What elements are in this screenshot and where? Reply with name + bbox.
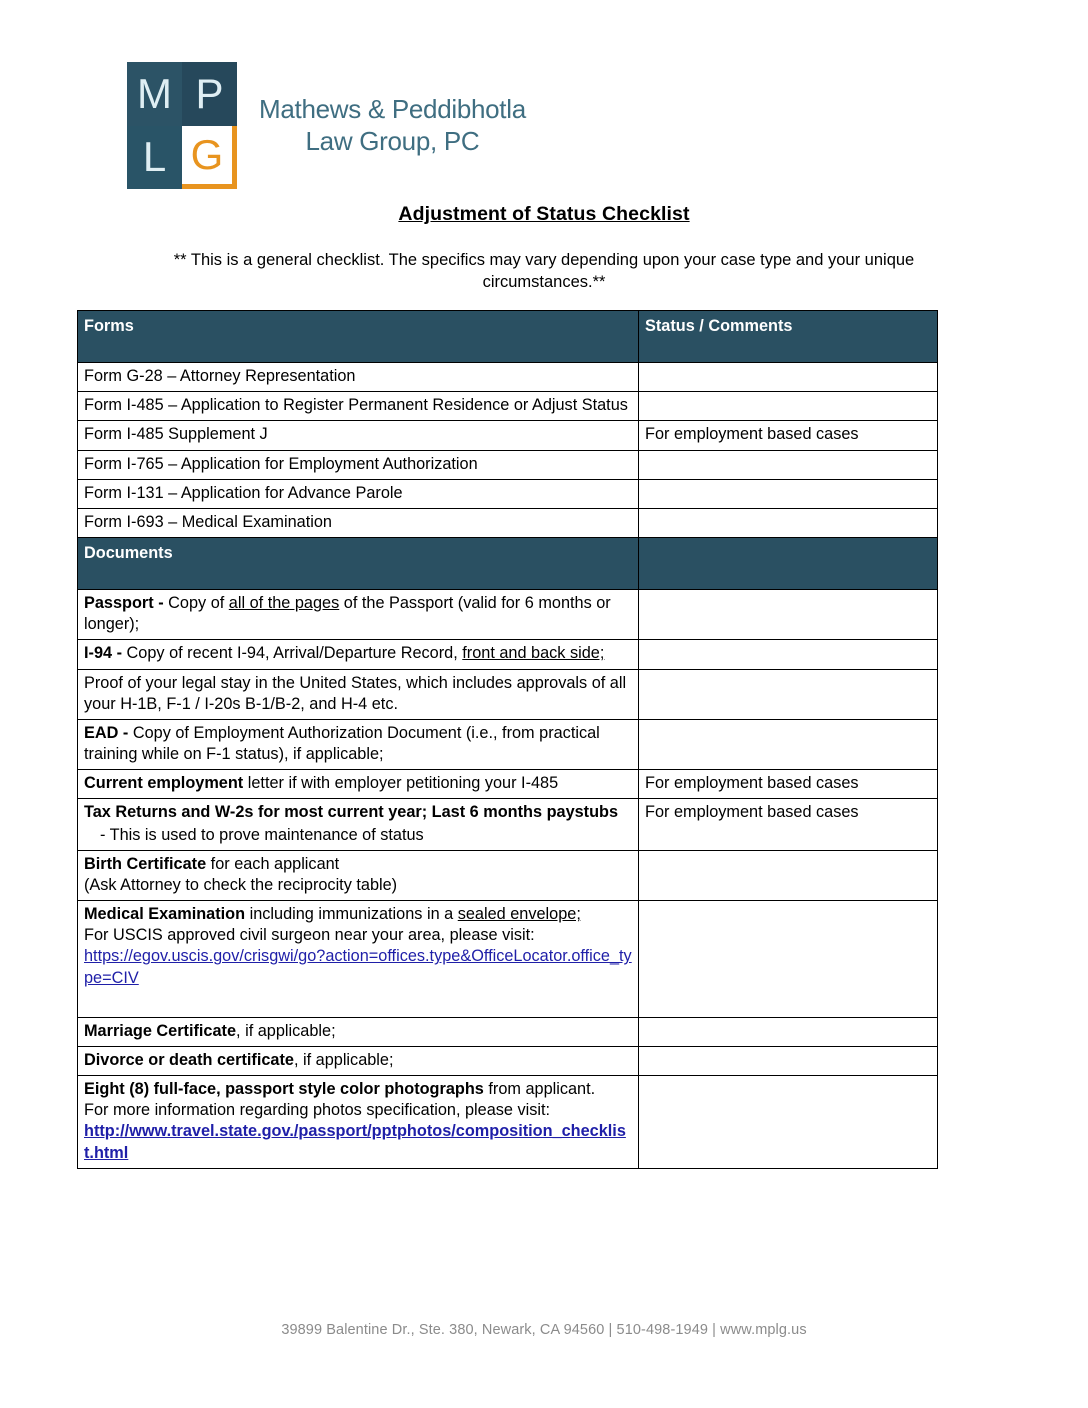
table-row [78,508,938,537]
doc-lead-label: Birth Certificate [84,854,211,873]
table-row [78,1076,938,1169]
table-header-row [78,311,938,363]
table-row [78,640,938,669]
doc-line2: For more information regarding photos specification, please visit: [84,1101,551,1120]
table-row [78,1017,938,1046]
doc-lead-label: Divorce or death certificate [84,1050,294,1069]
column-header-forms: Forms [78,311,639,363]
form-item-status[interactable] [639,508,938,537]
document-item-proof-of-legal-stay: Proof of your legal stay in the United States, which includes approvals of all your H-1B, F-1 / I-20s B-1/B-2, and H-4 etc. [78,669,639,719]
doc-lead-label: Medical Examination [84,905,250,924]
document-item-employment-letter [78,770,639,799]
doc-text-a: Copy of [168,594,229,613]
table-row [78,799,938,850]
form-item-status[interactable] [639,450,938,479]
form-item-status[interactable] [639,363,938,392]
table-row [78,770,938,799]
page-footer: 39899 Balentine Dr., Ste. 380, Newark, CA 94560 | 510-498-1949 | www.mplg.us [281,1322,807,1338]
document-item-status[interactable] [639,669,938,719]
document-item-status[interactable] [639,1046,938,1075]
document-item-medical-examination [78,901,639,1018]
doc-underline: all of the pages [228,594,340,613]
document-item-status[interactable] [639,901,938,1018]
document-item-marriage-certificate [78,1017,639,1046]
doc-line2: For USCIS approved civil surgeon near your area, please visit: [84,926,535,945]
passport-photo-spec-link[interactable]: http://www.travel.state.gov./passport/pptphotos/composition_checklist.html [84,1122,626,1162]
document-item-status[interactable]: For employment based cases [639,799,938,850]
doc-lead-label: Current employment [84,774,248,793]
table-row [78,590,938,640]
document-item-passport [78,590,639,640]
document-item-status[interactable] [639,590,938,640]
document-item-status[interactable] [639,1017,938,1046]
table-row [78,450,938,479]
logo-letter-m: M [127,62,182,126]
document-item-ead [78,719,639,769]
document-item-tax-returns [78,799,639,850]
table-row [78,669,938,719]
doc-text-a: , if applicable; [236,1021,336,1040]
firm-name-line1: Mathews & Peddibhotla [259,93,526,124]
logo-letter-l: L [127,126,182,190]
doc-sub-bullet: - This is used to prove maintenance of status [100,825,424,844]
page-subtitle: ** This is a general checklist. The specifics may vary depending upon your case type and your unique circumstances.** [173,251,915,291]
column-header-status: Status / Comments [639,311,938,363]
form-item-label: Form I-485 Supplement J [78,421,639,450]
documents-section-header-row [78,538,938,590]
document-item-status[interactable] [639,1076,938,1169]
page-title: Adjustment of Status Checklist [398,203,690,225]
firm-logo [127,62,526,189]
table-row [78,392,938,421]
doc-underline: sealed envelope; [457,905,581,924]
doc-underline: front and back side; [462,644,605,663]
form-item-status[interactable]: For employment based cases [639,421,938,450]
documents-section-status-blank [639,538,938,590]
doc-lead-label: Tax Returns and W-2s for most current year; Last 6 months paystubs [84,803,619,822]
firm-name-line2: Law Group, PC [305,125,480,156]
doc-text-a: including immunizations in a [249,905,458,924]
logo-letter-p: P [182,62,237,126]
form-item-label: Form I-693 – Medical Examination [78,508,639,537]
doc-lead-label: EAD - [84,723,133,742]
form-item-label: Form I-765 – Application for Employment Authorization [78,450,639,479]
logo-letter-g: G [182,126,237,190]
doc-text-a: from applicant. [488,1080,596,1099]
doc-text-a: Copy of Employment Authorization Document (i.e., from practical training while on F-1 status), if applicable; [84,723,600,764]
doc-line2: (Ask Attorney to check the reciprocity table) [84,875,398,894]
table-row [78,363,938,392]
document-item-status[interactable] [639,850,938,900]
doc-text-a: letter if with employer petitioning your I-485 [247,774,559,793]
document-item-photographs [78,1076,639,1169]
table-row [78,850,938,900]
form-item-label: Form I-485 – Application to Register Permanent Residence or Adjust Status [78,392,639,421]
mplg-logo-mark [127,62,237,189]
table-row [78,719,938,769]
table-row [78,479,938,508]
document-item-status[interactable] [639,640,938,669]
form-item-label: Form G-28 – Attorney Representation [78,363,639,392]
document-item-status[interactable] [639,719,938,769]
doc-lead-label: Marriage Certificate [84,1021,237,1040]
checklist-table-wrapper [77,310,937,1169]
doc-text-a: Copy of recent I-94, Arrival/Departure Record, [126,644,463,663]
table-row [78,901,938,1018]
doc-text-a: for each applicant [210,854,340,873]
form-item-label: Form I-131 – Application for Advance Parole [78,479,639,508]
uscis-civil-surgeon-link[interactable]: https://egov.uscis.gov/crisgwi/go?action=offices.type&OfficeLocator.office_type=CIV [84,947,632,987]
document-item-status[interactable]: For employment based cases [639,770,938,799]
document-item-i94 [78,640,639,669]
checklist-table [77,310,938,1169]
document-item-birth-certificate [78,850,639,900]
doc-lead-label: Eight (8) full-face, passport style color photographs [84,1080,489,1099]
form-item-status[interactable] [639,479,938,508]
firm-name [259,94,526,157]
doc-lead-label: I-94 - [84,644,127,663]
form-item-status[interactable] [639,392,938,421]
doc-text-a: , if applicable; [293,1050,394,1069]
document-item-divorce-death-certificate [78,1046,639,1075]
table-row [78,421,938,450]
documents-section-label: Documents [78,538,639,590]
table-row [78,1046,938,1075]
doc-text-b: of the Passport (valid for 6 months or longer); [84,594,611,634]
doc-lead-label: Passport - [84,594,169,613]
